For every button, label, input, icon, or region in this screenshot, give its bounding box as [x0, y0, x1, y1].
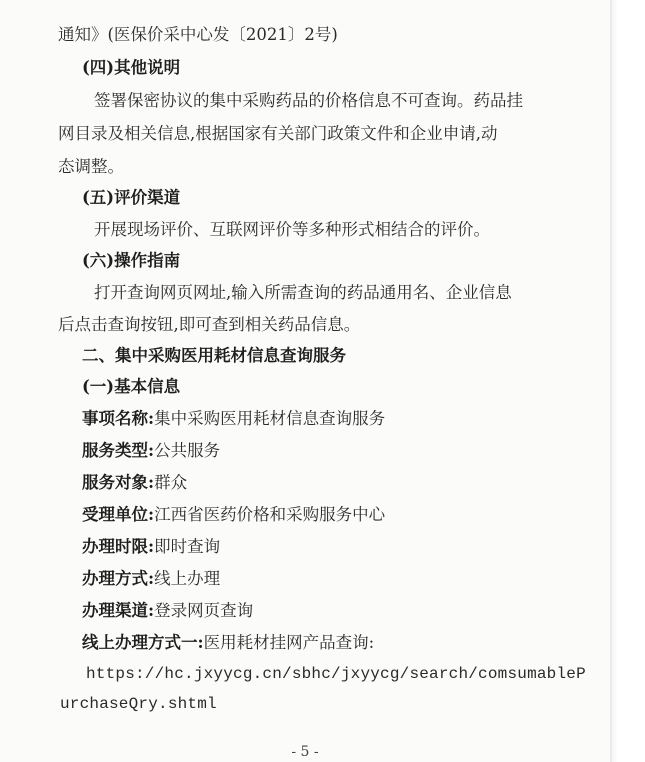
info-label: 办理时限: — [82, 537, 155, 556]
info-row-online-method-1 — [82, 633, 374, 653]
paragraph-other-notes-2: 网目录及相关信息,根据国家有关部门政策文件和企业申请,动 — [58, 124, 498, 143]
heading-operation-guide: (六)操作指南 — [82, 251, 181, 270]
info-label: 线上办理方式一: — [82, 633, 204, 652]
info-label: 事项名称: — [82, 409, 155, 428]
info-row-service-type — [82, 441, 220, 461]
info-label: 受理单位: — [82, 505, 155, 524]
info-row-handling-channel — [82, 601, 253, 621]
info-label: 办理渠道: — [82, 601, 155, 620]
paragraph-other-notes-1: 签署保密协议的集中采购药品的价格信息不可查询。药品挂 — [94, 91, 523, 110]
heading-basic-info: (一)基本信息 — [82, 377, 181, 396]
info-row-item-name — [82, 409, 385, 429]
info-value: 集中采购医用耗材信息查询服务 — [154, 409, 386, 428]
info-value: 即时查询 — [154, 537, 221, 556]
info-row-handling-method — [82, 569, 220, 589]
heading-other-notes: (四)其他说明 — [82, 58, 181, 77]
query-url-line-2[interactable]: urchaseQry.shtml — [60, 695, 217, 713]
text-line-notice-ref: 通知》(医保价采中心发〔2021〕2号) — [58, 25, 338, 44]
query-url-line-1[interactable]: https://hc.jxyycg.cn/sbhc/jxyycg/search/comsumableP — [86, 665, 586, 683]
info-row-time-limit — [82, 537, 220, 557]
paragraph-evaluation-channel: 开展现场评价、互联网评价等多种形式相结合的评价。 — [94, 220, 490, 239]
info-value: 线上办理 — [154, 569, 221, 588]
info-value: 公共服务 — [154, 441, 221, 460]
info-value: 群众 — [154, 473, 188, 492]
section-heading-consumables: 二、集中采购医用耗材信息查询服务 — [82, 346, 346, 365]
info-label: 办理方式: — [82, 569, 155, 588]
info-row-accepting-unit — [82, 505, 385, 525]
paragraph-operation-guide-1: 打开查询网页网址,输入所需查询的药品通用名、企业信息 — [94, 283, 512, 302]
heading-evaluation-channel: (五)评价渠道 — [82, 188, 181, 207]
info-label: 服务类型: — [82, 441, 155, 460]
page-edge-shadow — [610, 0, 645, 762]
info-value: 医用耗材挂网产品查询: — [203, 633, 375, 652]
info-value: 江西省医药价格和采购服务中心 — [154, 505, 386, 524]
paragraph-other-notes-3: 态调整。 — [58, 157, 124, 176]
info-row-service-target — [82, 473, 187, 493]
info-label: 服务对象: — [82, 473, 155, 492]
info-value: 登录网页查询 — [154, 601, 254, 620]
page-number: - 5 - — [291, 744, 319, 760]
paragraph-operation-guide-2: 后点击查询按钮,即可查到相关药品信息。 — [58, 315, 361, 334]
